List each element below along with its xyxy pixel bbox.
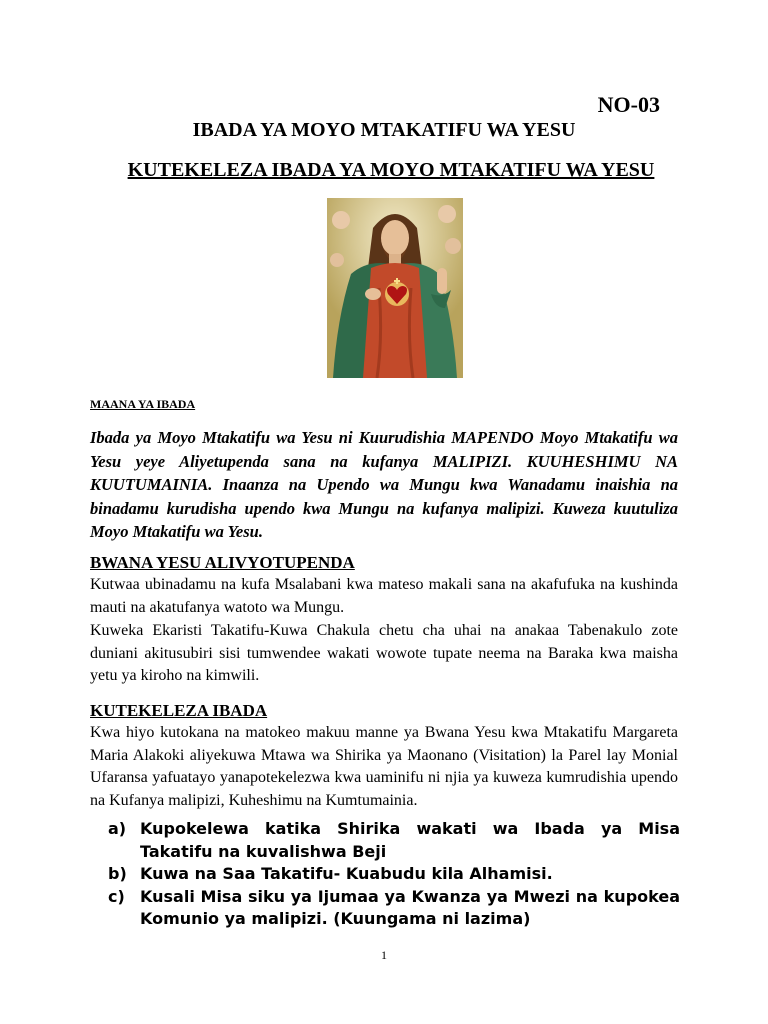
practice-paragraph: Kwa hiyo kutokana na matokeo makuu manne ya Bwana Yesu kwa Mtakatifu Margareta Maria Alakoki aliyekuwa Mtawa wa Shirika ya Maonano (Visitation) la Parel lay Monial Ufaransa yafuatayo yanapotekelezwa kwa uaminifu ni njia ya kuweza kumrudishia upendo na Kufanya malipizi, Kuheshimu na Kumtumainia. xyxy=(90,724,678,809)
list-item-text: Kusali Misa siku ya Ijumaa ya Kwanza ya Mwezi na kupokea Komunio ya malipizi. (Kuungama ni lazima) xyxy=(140,886,680,928)
page-number: 1 xyxy=(381,948,387,962)
section-heading-meaning: MAANA YA IBADA xyxy=(90,397,196,411)
love-paragraph-1: Kutwaa ubinadamu na kufa Msalabani kwa mateso makali sana na akafufuka na kushinda mauti na akatufanya watoto wa Mungu. xyxy=(90,576,678,616)
document-title: IBADA YA MOYO MTAKATIFU WA YESU xyxy=(192,119,576,141)
list-item-text: Kuwa na Saa Takatifu- Kuabudu kila Alhamisi. xyxy=(140,864,553,883)
section-heading-love: BWANA YESU ALIVYOTUPENDA xyxy=(90,553,355,572)
document-subtitle: KUTEKELEZA IBADA YA MOYO MTAKATIFU WA YESU xyxy=(127,159,655,181)
sacred-heart-picture xyxy=(327,198,463,378)
list-item xyxy=(108,863,680,886)
sacred-heart-of-jesus-icon xyxy=(327,198,463,378)
practice-list xyxy=(108,818,680,931)
love-paragraph-2: Kuweka Ekaristi Takatifu-Kuwa Chakula chetu cha uhai na anakaa Tabenakulo zote duniani akitusubiri sisi tumwendee wakati wowote tupate neema na Baraka kwa maisha yetu ya kiroho na kimwili. xyxy=(90,622,678,684)
document-number: NO-03 xyxy=(597,92,660,117)
list-item xyxy=(108,886,680,931)
list-item-label: c) xyxy=(108,886,125,906)
list-item-text: Kupokelewa katika Shirika wakati wa Ibada ya Misa Takatifu na kuvalishwa Beji xyxy=(140,819,680,861)
section-heading-practice: KUTEKELEZA IBADA xyxy=(90,701,268,720)
meaning-paragraph: Ibada ya Moyo Mtakatifu wa Yesu ni Kuurudishia MAPENDO Moyo Mtakatifu wa Yesu yeye Aliyetupenda sana na kufanya MALIPIZI. KUUHESHIMU NA KUUTUMAINIA. Inaanza na Upendo wa Mungu kwa Wanadamu inaishia na binadamu kurudisha upendo kwa Mungu na kufanya malipizi. Kuweza kuutuliza Moyo Mtakatifu wa Yesu. xyxy=(90,428,678,541)
list-item-label: a) xyxy=(108,819,127,838)
list-item xyxy=(108,818,680,863)
list-item-label: b) xyxy=(108,864,127,883)
